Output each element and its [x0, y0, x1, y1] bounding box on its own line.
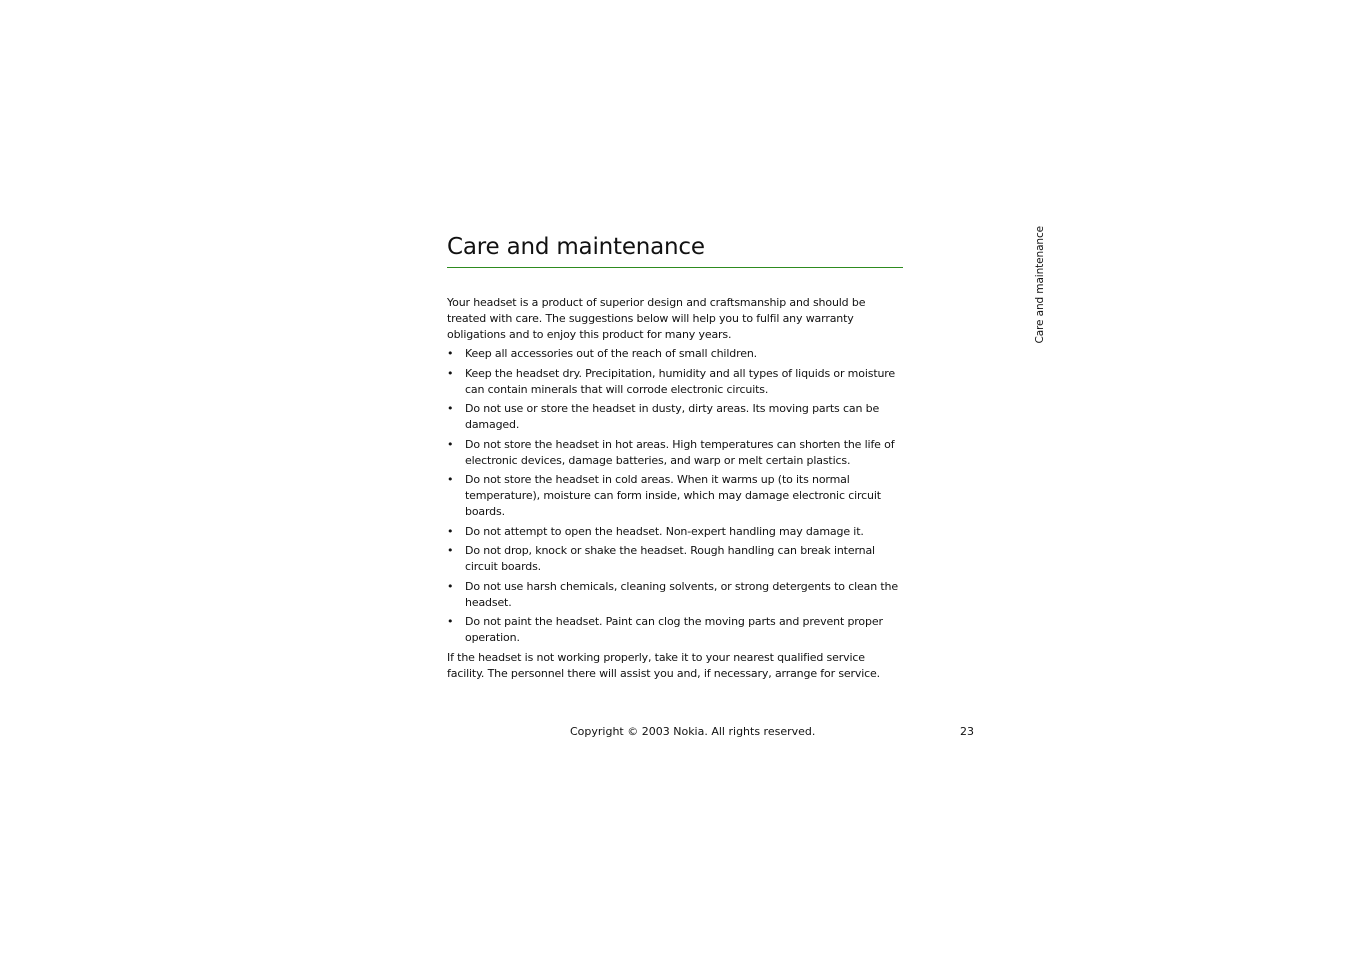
list-item [447, 401, 903, 433]
intro-paragraph: Your headset is a product of superior design and craftsmanship and should be treated with care. The suggestions below will help you to fulfil any warranty obligations and to enjoy this product for many years. [447, 296, 866, 341]
bullet-icon: • [447, 347, 454, 360]
bullet-icon: • [447, 615, 454, 628]
list-item [447, 614, 903, 646]
copyright-notice: Copyright © 2003 Nokia. All rights reserved. [570, 725, 816, 738]
list-item-text: Keep the headset dry. Precipitation, humidity and all types of liquids or moisture can contain minerals that will corrode electronic circuits. [465, 366, 896, 396]
list-item-text: Do not use harsh chemicals, cleaning solvents, or strong detergents to clean the headset. [465, 579, 898, 609]
list-item [447, 472, 903, 520]
list-item-text: Do not attempt to open the headset. Non-expert handling may damage it. [465, 524, 864, 538]
list-item [447, 543, 903, 575]
page-content [447, 232, 903, 685]
bullet-icon: • [447, 437, 454, 451]
list-item-text: Do not store the headset in hot areas. High temperatures can shorten the life of electronic devices, damage batteries, and warp or melt certain plastics. [465, 437, 895, 467]
title-underline [447, 267, 903, 268]
list-item-text: Do not drop, knock or shake the headset. Rough handling can break internal circuit boards. [465, 544, 875, 573]
bullet-icon: • [447, 473, 454, 486]
bullet-icon: • [447, 366, 454, 380]
section-side-tab-label: Care and maintenance [1034, 226, 1046, 344]
list-item [447, 366, 903, 398]
bullet-icon: • [447, 402, 454, 415]
list-item-text: Do not paint the headset. Paint can clog the moving parts and prevent proper operation. [465, 615, 883, 644]
list-item [447, 437, 903, 469]
bullet-icon: • [447, 579, 454, 593]
list-item-text: Keep all accessories out of the reach of small children. [465, 347, 757, 360]
bullet-icon: • [447, 524, 454, 538]
list-item-text: Do not use or store the headset in dusty, dirty areas. Its moving parts can be damaged. [465, 402, 880, 431]
section-side-tab [1033, 226, 1047, 344]
list-item-text: Do not store the headset in cold areas. When it warms up (to its normal temperature), moisture can form inside, which may damage electronic circuit boards. [465, 473, 881, 518]
closing-paragraph: If the headset is not working properly, take it to your nearest qualified service facility. The personnel there will assist you and, if necessary, arrange for service. [447, 650, 881, 680]
care-tips-list [447, 346, 903, 646]
list-item [447, 524, 903, 540]
page-title: Care and maintenance [447, 234, 705, 260]
page-number: 23 [960, 725, 974, 738]
list-item [447, 346, 903, 362]
list-item [447, 579, 903, 611]
bullet-icon: • [447, 544, 454, 557]
